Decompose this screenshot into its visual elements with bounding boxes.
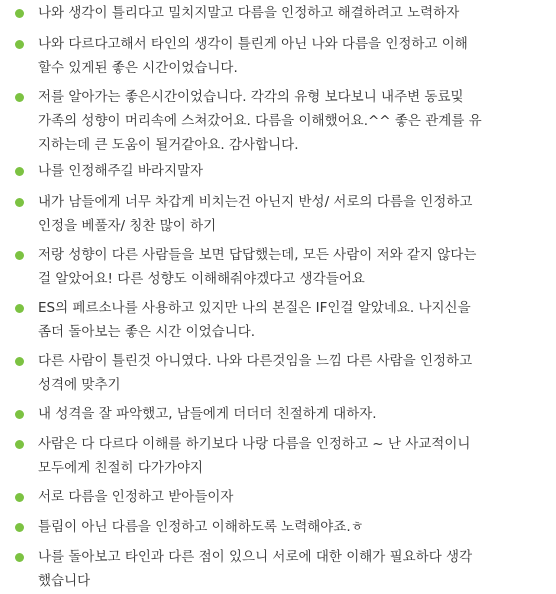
list-item-line: 걸 알았어요! 다른 성향도 이해해줘야겠다고 생각들어요 bbox=[38, 271, 365, 287]
list-item-line: 나와 다르다고해서 타인의 생각이 틀린게 아닌 나와 다름을 인정하고 이해 bbox=[38, 36, 468, 52]
bullet-dot bbox=[15, 523, 24, 532]
bullet-dot bbox=[15, 357, 24, 366]
list-item-text bbox=[38, 432, 528, 480]
list-item-line: 내 성격을 잘 파악했고, 남들에게 더더더 친절하게 대하자. bbox=[38, 406, 377, 422]
bullet-dot bbox=[15, 304, 24, 313]
list-item-line: 좀더 돌아보는 좋은 시간 이었습니다. bbox=[38, 324, 256, 340]
list-item-line: 성격에 맞추기 bbox=[38, 377, 121, 393]
list-item-line: 서로 다름을 인정하고 받아들이자 bbox=[38, 489, 234, 505]
list-item-line: 인정을 베풀자/ 칭찬 많이 하기 bbox=[38, 218, 217, 234]
list-item-text bbox=[38, 296, 528, 344]
list-item-text bbox=[38, 85, 528, 157]
list-item-text bbox=[38, 402, 528, 426]
list-item-text bbox=[38, 485, 528, 509]
list-item-line: 모두에게 친절히 다가가야지 bbox=[38, 460, 204, 476]
list-item-line: 사람은 다 다르다 이해를 하기보다 나랑 다름을 인정하고 ~ 난 사교적이니 bbox=[38, 436, 471, 452]
bullet-dot bbox=[15, 198, 24, 207]
list-item-line: 나와 생각이 틀리다고 밀치지말고 다름을 인정하고 해결하려고 노력하자 bbox=[38, 5, 460, 21]
list-item-text bbox=[38, 243, 528, 291]
list-item-line: ES의 페르소나를 사용하고 있지만 나의 본질은 IF인걸 알았네요. 나지신을 bbox=[38, 300, 471, 316]
list-item-line: 저를 알아가는 좋은시간이었습니다. 각각의 유형 보다보니 내주변 동료및 bbox=[38, 89, 464, 105]
bullet-dot bbox=[15, 9, 24, 18]
list-item-line: 할수 있게된 좋은 시간이었습니다. bbox=[38, 60, 238, 76]
bullet-dot bbox=[15, 251, 24, 260]
list-item-text bbox=[38, 349, 528, 397]
bullet-dot bbox=[15, 553, 24, 562]
list-item-line: 틀림이 아닌 다름을 인정하고 이해하도록 노력해야죠.ㅎ bbox=[38, 519, 364, 535]
list-item-line: 가족의 성향이 머리속에 스쳐갔어요. 다름을 이해했어요.^^ 좋은 관계를 유 bbox=[38, 113, 482, 129]
bullet-dot bbox=[15, 93, 24, 102]
list-item-line: 나를 인정해주길 바라지말자 bbox=[38, 163, 204, 179]
list-item-line: 내가 남들에게 너무 차갑게 비치는건 아닌지 반성/ 서로의 다름을 인정하고 bbox=[38, 194, 473, 210]
bullet-dot bbox=[15, 40, 24, 49]
bullet-dot bbox=[15, 167, 24, 176]
bullet-dot bbox=[15, 493, 24, 502]
list-item-line: 저랑 성향이 다른 사람들을 보면 답답했는데, 모든 사람이 저와 같지 않다는 bbox=[38, 247, 477, 263]
list-item-line: 나를 돌아보고 타인과 다른 점이 있으니 서로에 대한 이해가 필요하다 생각 bbox=[38, 549, 473, 565]
list-item-text bbox=[38, 1, 528, 25]
list-item-line: 다른 사람이 틀린것 아니였다. 나와 다른것임을 느낌 다른 사람을 인정하고 bbox=[38, 353, 473, 369]
list-item-text bbox=[38, 159, 528, 183]
bullet-dot bbox=[15, 410, 24, 419]
list-item-line: 했습니다 bbox=[38, 573, 91, 589]
list-item-text bbox=[38, 515, 528, 539]
list-item-line: 지하는데 큰 도움이 될거같아요. 감사합니다. bbox=[38, 137, 299, 153]
list-item-text bbox=[38, 545, 528, 593]
bullet-dot bbox=[15, 440, 24, 449]
list-item-text bbox=[38, 190, 528, 238]
list-item-text bbox=[38, 32, 528, 80]
